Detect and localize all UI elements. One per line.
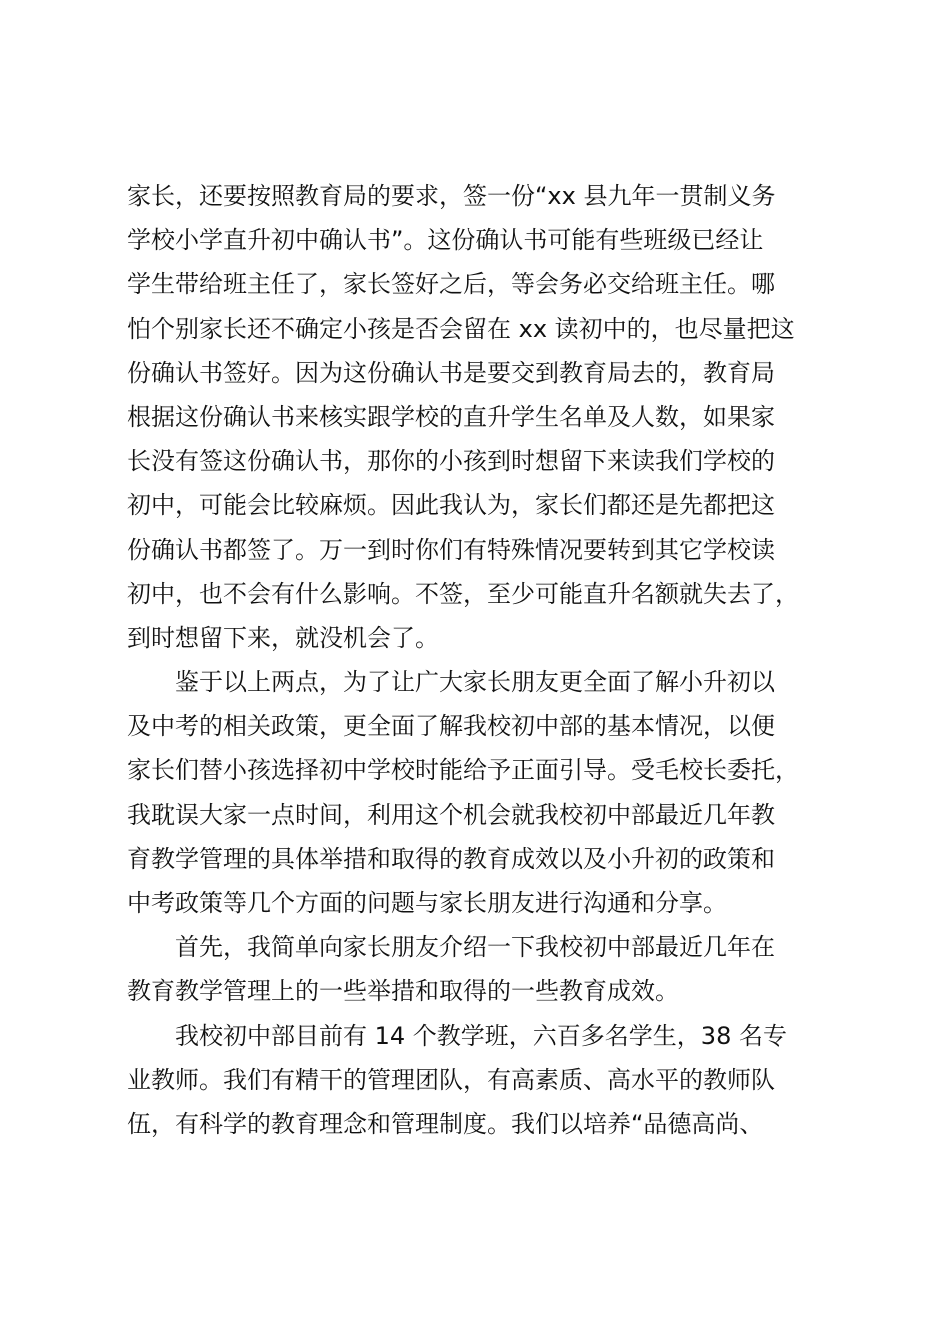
text-line: 初中，也不会有什么影响。不签，至少可能直升名额就失去了， bbox=[127, 579, 799, 608]
text-line: 及中考的相关政策，更全面了解我校初中部的基本情况，以便 bbox=[127, 712, 775, 741]
text-line: 业教师。我们有精干的管理团队，有高素质、高水平的教师队 bbox=[127, 1065, 775, 1094]
text-line: 首先，我简单向家长朋友介绍一下我校初中部最近几年在 bbox=[175, 933, 775, 962]
text-line: 到时想留下来，就没机会了。 bbox=[127, 623, 439, 652]
text-line: 份确认书都签了。万一到时你们有特殊情况要转到其它学校读 bbox=[127, 535, 775, 564]
text-line: 教育教学管理上的一些举措和取得的一些教育成效。 bbox=[127, 977, 679, 1006]
paragraph-2 bbox=[127, 660, 847, 925]
paragraph-3 bbox=[127, 925, 847, 1013]
text-line: 份确认书签好。因为这份确认书是要交到教育局去的，教育局 bbox=[127, 358, 775, 387]
document-body bbox=[127, 174, 847, 1146]
text-line: 我校初中部目前有 14 个教学班，六百多名学生，38 名专 bbox=[175, 1021, 787, 1050]
text-line: 长没有签这份确认书，那你的小孩到时想留下来读我们学校的 bbox=[127, 447, 775, 476]
text-line: 家长，还要按照教育局的要求，签一份“xx 县九年一贯制义务 bbox=[127, 182, 776, 210]
text-line: 伍，有科学的教育理念和管理制度。我们以培养“品德高尚、 bbox=[127, 1109, 764, 1138]
text-line: 学校小学直升初中确认书”。这份确认书可能有些班级已经让 bbox=[127, 226, 764, 255]
paragraph-4 bbox=[127, 1014, 847, 1147]
text-line: 我耽误大家一点时间，利用这个机会就我校初中部最近几年教 bbox=[127, 800, 775, 829]
text-line: 怕个别家长还不确定小孩是否会留在 xx 读初中的，也尽量把这 bbox=[127, 314, 795, 343]
text-line: 学生带给班主任了，家长签好之后，等会务必交给班主任。哪 bbox=[127, 270, 775, 299]
text-line: 中考政策等几个方面的问题与家长朋友进行沟通和分享。 bbox=[127, 889, 727, 917]
text-line: 根据这份确认书来核实跟学校的直升学生名单及人数，如果家 bbox=[127, 402, 775, 431]
text-line: 育教学管理的具体举措和取得的教育成效以及小升初的政策和 bbox=[127, 844, 775, 873]
text-line: 家长们替小孩选择初中学校时能给予正面引导。受毛校长委托， bbox=[127, 756, 799, 785]
text-line: 初中，可能会比较麻烦。因此我认为，家长们都还是先都把这 bbox=[127, 491, 775, 520]
paragraph-1 bbox=[127, 174, 847, 660]
text-line: 鉴于以上两点，为了让广大家长朋友更全面了解小升初以 bbox=[175, 668, 775, 697]
